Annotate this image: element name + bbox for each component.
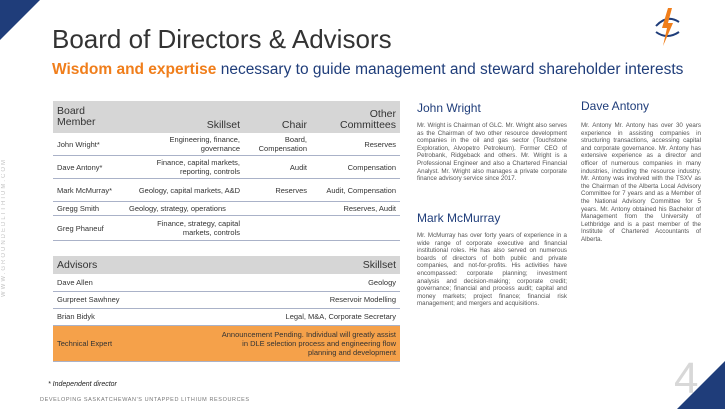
table-row (53, 179, 400, 202)
bio-text-john-wright: Mr. Wright is Chairman of GLC. Mr. Wright also serves as the Chairman of two other resource development companies in the oil and gas sector (Touchstone Exploration, Alvopetro Petroleum). Former CEO of Petrobank, Ridgeback and others. Mr. Wright is a Professional Engineer and also a Chartered Financial Analyst. Mr. Wright also manages a private corporate finance advisory service since 2017. (417, 122, 567, 183)
bio-heading-mark-mcmurray: Mark McMurray (417, 211, 501, 225)
bio-text-dave-antony: Mr. Antony Mr. Antony has over 30 years experience in assisting companies in structuring transactions, accessing capital and corporate governance. Mr. Antony has extensive experience as a director and officer of numerous companies in many industries, including the resource industry. Mr. Antony was involved with the TSXV as the Chairman of the Alberta Local Advisory Committee for 7 years and as a Member of the National Advisory Committee for 5 years. Mr. Antony obtained his Bachelor of Management from the University of Lethbridge and is a past member of the Institute of Chartered Accountants of Alberta. (581, 122, 701, 243)
header-advisors: Advisors (53, 256, 213, 274)
cell-committees: Compensation (311, 156, 400, 179)
cell-advisor-name: Brian Bidyk (53, 308, 213, 325)
subtitle-rest: necessary to guide management and steward shareholder interests (216, 61, 684, 78)
corner-decoration-top-left (0, 0, 40, 40)
header-chair: Chair (244, 101, 311, 133)
page-title: Board of Directors & Advisors (52, 24, 392, 54)
cell-committees: Audit, Compensation (311, 179, 400, 202)
footnote-independent-director: * Independent director (48, 381, 117, 388)
cell-skillset: Geology, strategy, operations (125, 202, 244, 216)
header-advisor-skillset: Skillset (213, 256, 400, 274)
table-row (53, 291, 400, 308)
cell-skillset: Geology, capital markets, A&D (125, 179, 244, 202)
cell-advisor-skillset: Reservoir Modelling (213, 291, 400, 308)
cell-advisor-name: Gurpreet Sawhney (53, 291, 213, 308)
bio-heading-john-wright: John Wright (417, 101, 481, 115)
page-subtitle (52, 61, 683, 79)
board-table-header (53, 101, 400, 133)
page-number: 4 (674, 354, 699, 403)
cell-skillset: Finance, strategy, capital markets, controls (125, 216, 244, 241)
bio-heading-dave-antony: Dave Antony (581, 99, 650, 113)
cell-member: Dave Antony* (53, 156, 125, 179)
footer-tagline: DEVELOPING SASKATCHEWAN'S UNTAPPED LITHIUM RESOURCES (40, 397, 250, 403)
cell-advisor-name: Dave Allen (53, 274, 213, 291)
table-row (53, 216, 400, 241)
header-board-member: Board Member (53, 101, 125, 133)
header-skillset: Skillset (125, 101, 244, 133)
table-row-highlighted (53, 325, 400, 361)
cell-member: Mark McMurray* (53, 179, 125, 202)
board-table (53, 101, 400, 241)
cell-chair: Reserves (244, 179, 311, 202)
cell-member: John Wright* (53, 133, 125, 156)
lightning-logo-icon (652, 6, 682, 48)
advisors-table (53, 256, 400, 362)
bio-text-mark-mcmurray: Mr. McMurray has over forty years of experience in a wide range of corporate executive and financial institutional roles. He has also served on numerous boards of directors of both public and private companies, and not-for-profits. His activities have encompassed: corporate planning; investment analysis and decision-making; corporate credit; governance; financial and process audit; capital and money markets; project finance; financial risk management; and mergers and acquisitions. (417, 232, 567, 308)
table-row (53, 202, 400, 216)
cell-chair: Audit (244, 156, 311, 179)
cell-skillset: Finance, capital markets, reporting, controls (125, 156, 244, 179)
side-url-text: WWW.GROUNDEDLITHIUM.COM (1, 158, 7, 298)
cell-member: Greg Phaneuf (53, 216, 125, 241)
cell-advisor-name: Technical Expert (53, 325, 213, 361)
table-row (53, 133, 400, 156)
cell-committees: Reserves (311, 133, 400, 156)
cell-advisor-skillset: Announcement Pending. Individual will greatly assist in DLE selection process and engineering flow planning and development (213, 325, 400, 361)
advisors-table-header (53, 256, 400, 274)
cell-member: Gregg Smith (53, 202, 125, 216)
table-row (53, 308, 400, 325)
table-row (53, 156, 400, 179)
header-other-committees: Other Committees (311, 101, 400, 133)
cell-committees (311, 216, 400, 241)
cell-chair: Board, Compensation (244, 133, 311, 156)
cell-chair (244, 202, 311, 216)
cell-skillset: Engineering, finance, governance (125, 133, 244, 156)
cell-advisor-skillset: Legal, M&A, Corporate Secretary (213, 308, 400, 325)
subtitle-highlight: Wisdom and expertise (52, 61, 217, 78)
table-row (53, 274, 400, 291)
cell-chair (244, 216, 311, 241)
cell-committees: Reserves, Audit (311, 202, 400, 216)
cell-advisor-skillset: Geology (213, 274, 400, 291)
